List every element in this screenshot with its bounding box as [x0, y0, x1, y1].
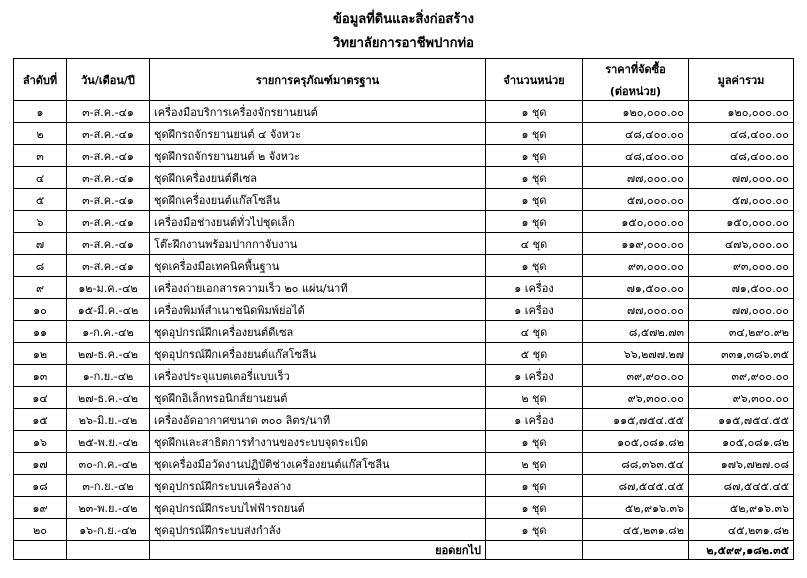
cell-no: ๑๖: [14, 431, 67, 453]
cell-total: ๙๖,๓๐๐.๐๐: [689, 387, 794, 409]
cell-no: ๑๓: [14, 365, 67, 387]
table-footer-row: [14, 541, 794, 560]
cell-qty: ๑ ชุด: [486, 101, 583, 123]
cell-no: ๑๙: [14, 497, 67, 519]
cell-price: ๑๕๐,๐๐๐.๐๐: [583, 211, 689, 233]
cell-item: ชุดเครื่องมือวัดงานปฏิบัติช่างเครื่องยนต์แก๊สโซลีน: [150, 453, 486, 475]
cell-item: ชุดฝึกเครื่องยนต์แก๊สโซลีน: [150, 189, 486, 211]
cell-total: ๘๗,๕๔๕.๔๕: [689, 475, 794, 497]
cell-item: ชุดอุปกรณ์ฝึกระบบเครื่องล่าง: [150, 475, 486, 497]
cell-qty: ๑ ชุด: [486, 475, 583, 497]
cell-item: ชุดอุปกรณ์ฝึกเครื่องยนต์ดีเซล: [150, 321, 486, 343]
cell-qty: ๕ ชุด: [486, 343, 583, 365]
table-header-row: [14, 59, 794, 101]
cell-qty: ๑ ชุด: [486, 189, 583, 211]
cell-item: ชุดอุปกรณ์ฝึกระบบส่งกำลัง: [150, 519, 486, 541]
cell-date: ๒๖-มิ.ย.-๔๒: [67, 409, 150, 431]
table-row: [14, 409, 794, 431]
cell-price: ๑๐๕,๐๘๑.๘๒: [583, 431, 689, 453]
cell-no: ๓: [14, 145, 67, 167]
table-row: [14, 343, 794, 365]
cell-price: ๑๑๙,๐๐๐.๐๐: [583, 233, 689, 255]
cell-item: โต๊ะฝึกงานพร้อมปากกาจับงาน: [150, 233, 486, 255]
cell-price: ๖๖,๒๗๗.๒๗: [583, 343, 689, 365]
cell-no: ๑๕: [14, 409, 67, 431]
table-row: [14, 387, 794, 409]
header-date: วัน/เดือน/ปี: [67, 59, 150, 101]
cell-price: ๗๑,๕๐๐.๐๐: [583, 277, 689, 299]
footer-empty-qty: [486, 541, 583, 560]
cell-qty: ๑ ชุด: [486, 211, 583, 233]
cell-price: ๓๙,๙๐๐.๐๐: [583, 365, 689, 387]
cell-item: ชุดอุปกรณ์ฝึกระบบไฟฟ้ารถยนต์: [150, 497, 486, 519]
table-row: [14, 277, 794, 299]
cell-date: ๑๖-ก.ย.-๔๒: [67, 519, 150, 541]
cell-no: ๑๗: [14, 453, 67, 475]
footer-empty-date: [67, 541, 150, 560]
cell-item: เครื่องมือช่างยนต์ทั่วไปชุดเล็ก: [150, 211, 486, 233]
table-row: [14, 189, 794, 211]
table-row: [14, 145, 794, 167]
cell-item: เครื่องมือบริการเครื่องจักรยานยนต์: [150, 101, 486, 123]
cell-qty: ๑ เครื่อง: [486, 365, 583, 387]
cell-price: ๑๒๐,๐๐๐.๐๐: [583, 101, 689, 123]
cell-item: ชุดฝึกรถจักรยานยนต์ ๔ จังหวะ: [150, 123, 486, 145]
cell-price: ๗๗,๐๐๐.๐๐: [583, 167, 689, 189]
table-row: [14, 101, 794, 123]
cell-total: ๓๙,๙๐๐.๐๐: [689, 365, 794, 387]
cell-item: ชุดฝึกและสาธิตการทำงานของระบบจุดระเบิด: [150, 431, 486, 453]
cell-total: ๕๒,๙๑๖.๓๖: [689, 497, 794, 519]
cell-date: ๓-ส.ค.-๔๑: [67, 211, 150, 233]
cell-total: ๔๕,๒๓๑.๘๒: [689, 519, 794, 541]
cell-date: ๒๕-พ.ย.-๔๒: [67, 431, 150, 453]
table-row: [14, 299, 794, 321]
cell-date: ๓-ส.ค.-๔๑: [67, 167, 150, 189]
cell-total: ๑๐๕,๐๘๑.๘๒: [689, 431, 794, 453]
cell-item: เครื่องถ่ายเอกสารความเร็ว ๒๐ แผ่น/นาที: [150, 277, 486, 299]
cell-price: ๕๒,๙๑๖.๓๖: [583, 497, 689, 519]
document-title: ข้อมูลที่ดินและสิ่งก่อสร้าง: [333, 12, 474, 27]
table-row: [14, 365, 794, 387]
cell-item: ชุดฝึกอิเล็กทรอนิกส์ยานยนต์: [150, 387, 486, 409]
cell-total: ๗๗,๐๐๐.๐๐: [689, 167, 794, 189]
cell-qty: ๔ ชุด: [486, 321, 583, 343]
cell-date: ๓-ส.ค.-๔๑: [67, 101, 150, 123]
table-row: [14, 167, 794, 189]
cell-price: ๘,๕๗๒.๗๓: [583, 321, 689, 343]
grand-total: ๒,๕๙๙,๑๘๒.๓๕: [689, 541, 794, 560]
cell-price: ๔๘,๔๐๐.๐๐: [583, 145, 689, 167]
cell-no: ๑๑: [14, 321, 67, 343]
cell-price: ๘๘,๓๖๓.๕๔: [583, 453, 689, 475]
cell-date: ๓-ส.ค.-๔๑: [67, 255, 150, 277]
cell-total: ๑๗๖,๗๒๗.๐๘: [689, 453, 794, 475]
cell-no: ๙: [14, 277, 67, 299]
table-row: [14, 255, 794, 277]
cell-qty: ๑ ชุด: [486, 145, 583, 167]
header-total: มูลค่ารวม: [689, 59, 794, 101]
cell-qty: ๔ ชุด: [486, 233, 583, 255]
header-qty: จำนวนหน่วย: [486, 59, 583, 101]
cell-date: ๒๓-พ.ย.-๔๒: [67, 497, 150, 519]
footer-empty-no: [14, 541, 67, 560]
cell-no: ๔: [14, 167, 67, 189]
cell-qty: ๑ ชุด: [486, 255, 583, 277]
cell-qty: ๑ เครื่อง: [486, 299, 583, 321]
cell-date: ๓-ส.ค.-๔๑: [67, 233, 150, 255]
cell-no: ๑๘: [14, 475, 67, 497]
table-row: [14, 497, 794, 519]
cell-qty: ๑ ชุด: [486, 167, 583, 189]
cell-no: ๑๒: [14, 343, 67, 365]
cell-total: ๓๓๑,๓๘๖.๓๕: [689, 343, 794, 365]
cell-price: ๙๖,๓๐๐.๐๐: [583, 387, 689, 409]
table-row: [14, 453, 794, 475]
cell-item: เครื่องพิมพ์สำเนาชนิดพิมพ์ย่อได้: [150, 299, 486, 321]
header-price-line1: ราคาที่จัดซื้อ: [605, 62, 666, 76]
cell-date: ๒๗-ธ.ค.-๔๒: [67, 387, 150, 409]
cell-item: ชุดฝึกรถจักรยานยนต์ ๒ จังหวะ: [150, 145, 486, 167]
cell-date: ๑๕-มี.ค.-๔๒: [67, 299, 150, 321]
table-row: [14, 519, 794, 541]
document-subtitle: วิทยาลัยการอาชีพปากท่อ: [333, 36, 474, 51]
cell-no: ๘: [14, 255, 67, 277]
cell-date: ๑-ก.ค.-๔๒: [67, 321, 150, 343]
cell-price: ๕๗,๐๐๐.๐๐: [583, 189, 689, 211]
cell-price: ๗๗,๐๐๐.๐๐: [583, 299, 689, 321]
table-row: [14, 475, 794, 497]
table-row: [14, 321, 794, 343]
cell-item: ชุดฝึกเครื่องยนต์ดีเซล: [150, 167, 486, 189]
cell-date: ๓-ส.ค.-๔๑: [67, 189, 150, 211]
cell-no: ๑๔: [14, 387, 67, 409]
cell-qty: ๒ ชุด: [486, 387, 583, 409]
cell-total: ๔๘,๔๐๐.๐๐: [689, 145, 794, 167]
cell-no: ๕: [14, 189, 67, 211]
table-row: [14, 123, 794, 145]
cell-total: ๔๘,๔๐๐.๐๐: [689, 123, 794, 145]
cell-item: เครื่องอัดอากาศขนาด ๓๐๐ ลิตร/นาที: [150, 409, 486, 431]
cell-total: ๔๗๖,๐๐๐.๐๐: [689, 233, 794, 255]
header-no: ลำดับที่: [14, 59, 67, 101]
cell-total: ๗๗,๐๐๐.๐๐: [689, 299, 794, 321]
cell-no: ๗: [14, 233, 67, 255]
cell-total: ๑๑๕,๗๕๔.๕๕: [689, 409, 794, 431]
cell-qty: ๑ เครื่อง: [486, 277, 583, 299]
cell-total: ๑๕๐,๐๐๐.๐๐: [689, 211, 794, 233]
cell-no: ๖: [14, 211, 67, 233]
cell-item: ชุดอุปกรณ์ฝึกเครื่องยนต์แก๊สโซลีน: [150, 343, 486, 365]
cell-price: ๑๑๕,๗๕๔.๕๕: [583, 409, 689, 431]
footer-label: ยอดยกไป: [150, 541, 486, 560]
table-row: [14, 211, 794, 233]
cell-qty: ๑ ชุด: [486, 519, 583, 541]
cell-date: ๓-ส.ค.-๔๑: [67, 123, 150, 145]
cell-price: ๘๗,๕๔๕.๔๕: [583, 475, 689, 497]
cell-no: ๒: [14, 123, 67, 145]
cell-qty: ๒ ชุด: [486, 453, 583, 475]
cell-price: ๔๘,๔๐๐.๐๐: [583, 123, 689, 145]
cell-item: ชุดเครื่องมือเทคนิคพื้นฐาน: [150, 255, 486, 277]
cell-qty: ๑ ชุด: [486, 497, 583, 519]
header-price: [583, 59, 689, 101]
cell-price: ๙๓,๐๐๐.๐๐: [583, 255, 689, 277]
cell-no: ๑: [14, 101, 67, 123]
table-row: [14, 233, 794, 255]
cell-qty: ๑ ชุด: [486, 431, 583, 453]
cell-date: ๓-ส.ค.-๔๑: [67, 145, 150, 167]
cell-total: ๓๔,๒๙๐.๙๒: [689, 321, 794, 343]
cell-date: ๓๐-ก.ค.-๔๒: [67, 453, 150, 475]
cell-total: ๕๗,๐๐๐.๐๐: [689, 189, 794, 211]
asset-table: [13, 58, 794, 560]
cell-no: ๑๐: [14, 299, 67, 321]
cell-item: เครื่องประจุแบตเตอรี่แบบเร็ว: [150, 365, 486, 387]
cell-price: ๔๕,๒๓๑.๘๒: [583, 519, 689, 541]
header-price-line2: (ต่อหน่วย): [609, 84, 662, 98]
cell-date: ๑๒-ม.ค.-๔๒: [67, 277, 150, 299]
header-item: รายการครุภัณฑ์มาตรฐาน: [150, 59, 486, 101]
footer-empty-price: [583, 541, 689, 560]
cell-date: ๑-ก.ย.-๔๒: [67, 365, 150, 387]
cell-no: ๒๐: [14, 519, 67, 541]
cell-total: ๙๓,๐๐๐.๐๐: [689, 255, 794, 277]
table-row: [14, 431, 794, 453]
cell-total: ๗๑,๕๐๐.๐๐: [689, 277, 794, 299]
cell-total: ๑๒๐,๐๐๐.๐๐: [689, 101, 794, 123]
cell-date: ๓-ก.ย.-๔๒: [67, 475, 150, 497]
cell-date: ๒๗-ธ.ค.-๔๒: [67, 343, 150, 365]
cell-qty: ๑ ชุด: [486, 123, 583, 145]
cell-qty: ๑ เครื่อง: [486, 409, 583, 431]
